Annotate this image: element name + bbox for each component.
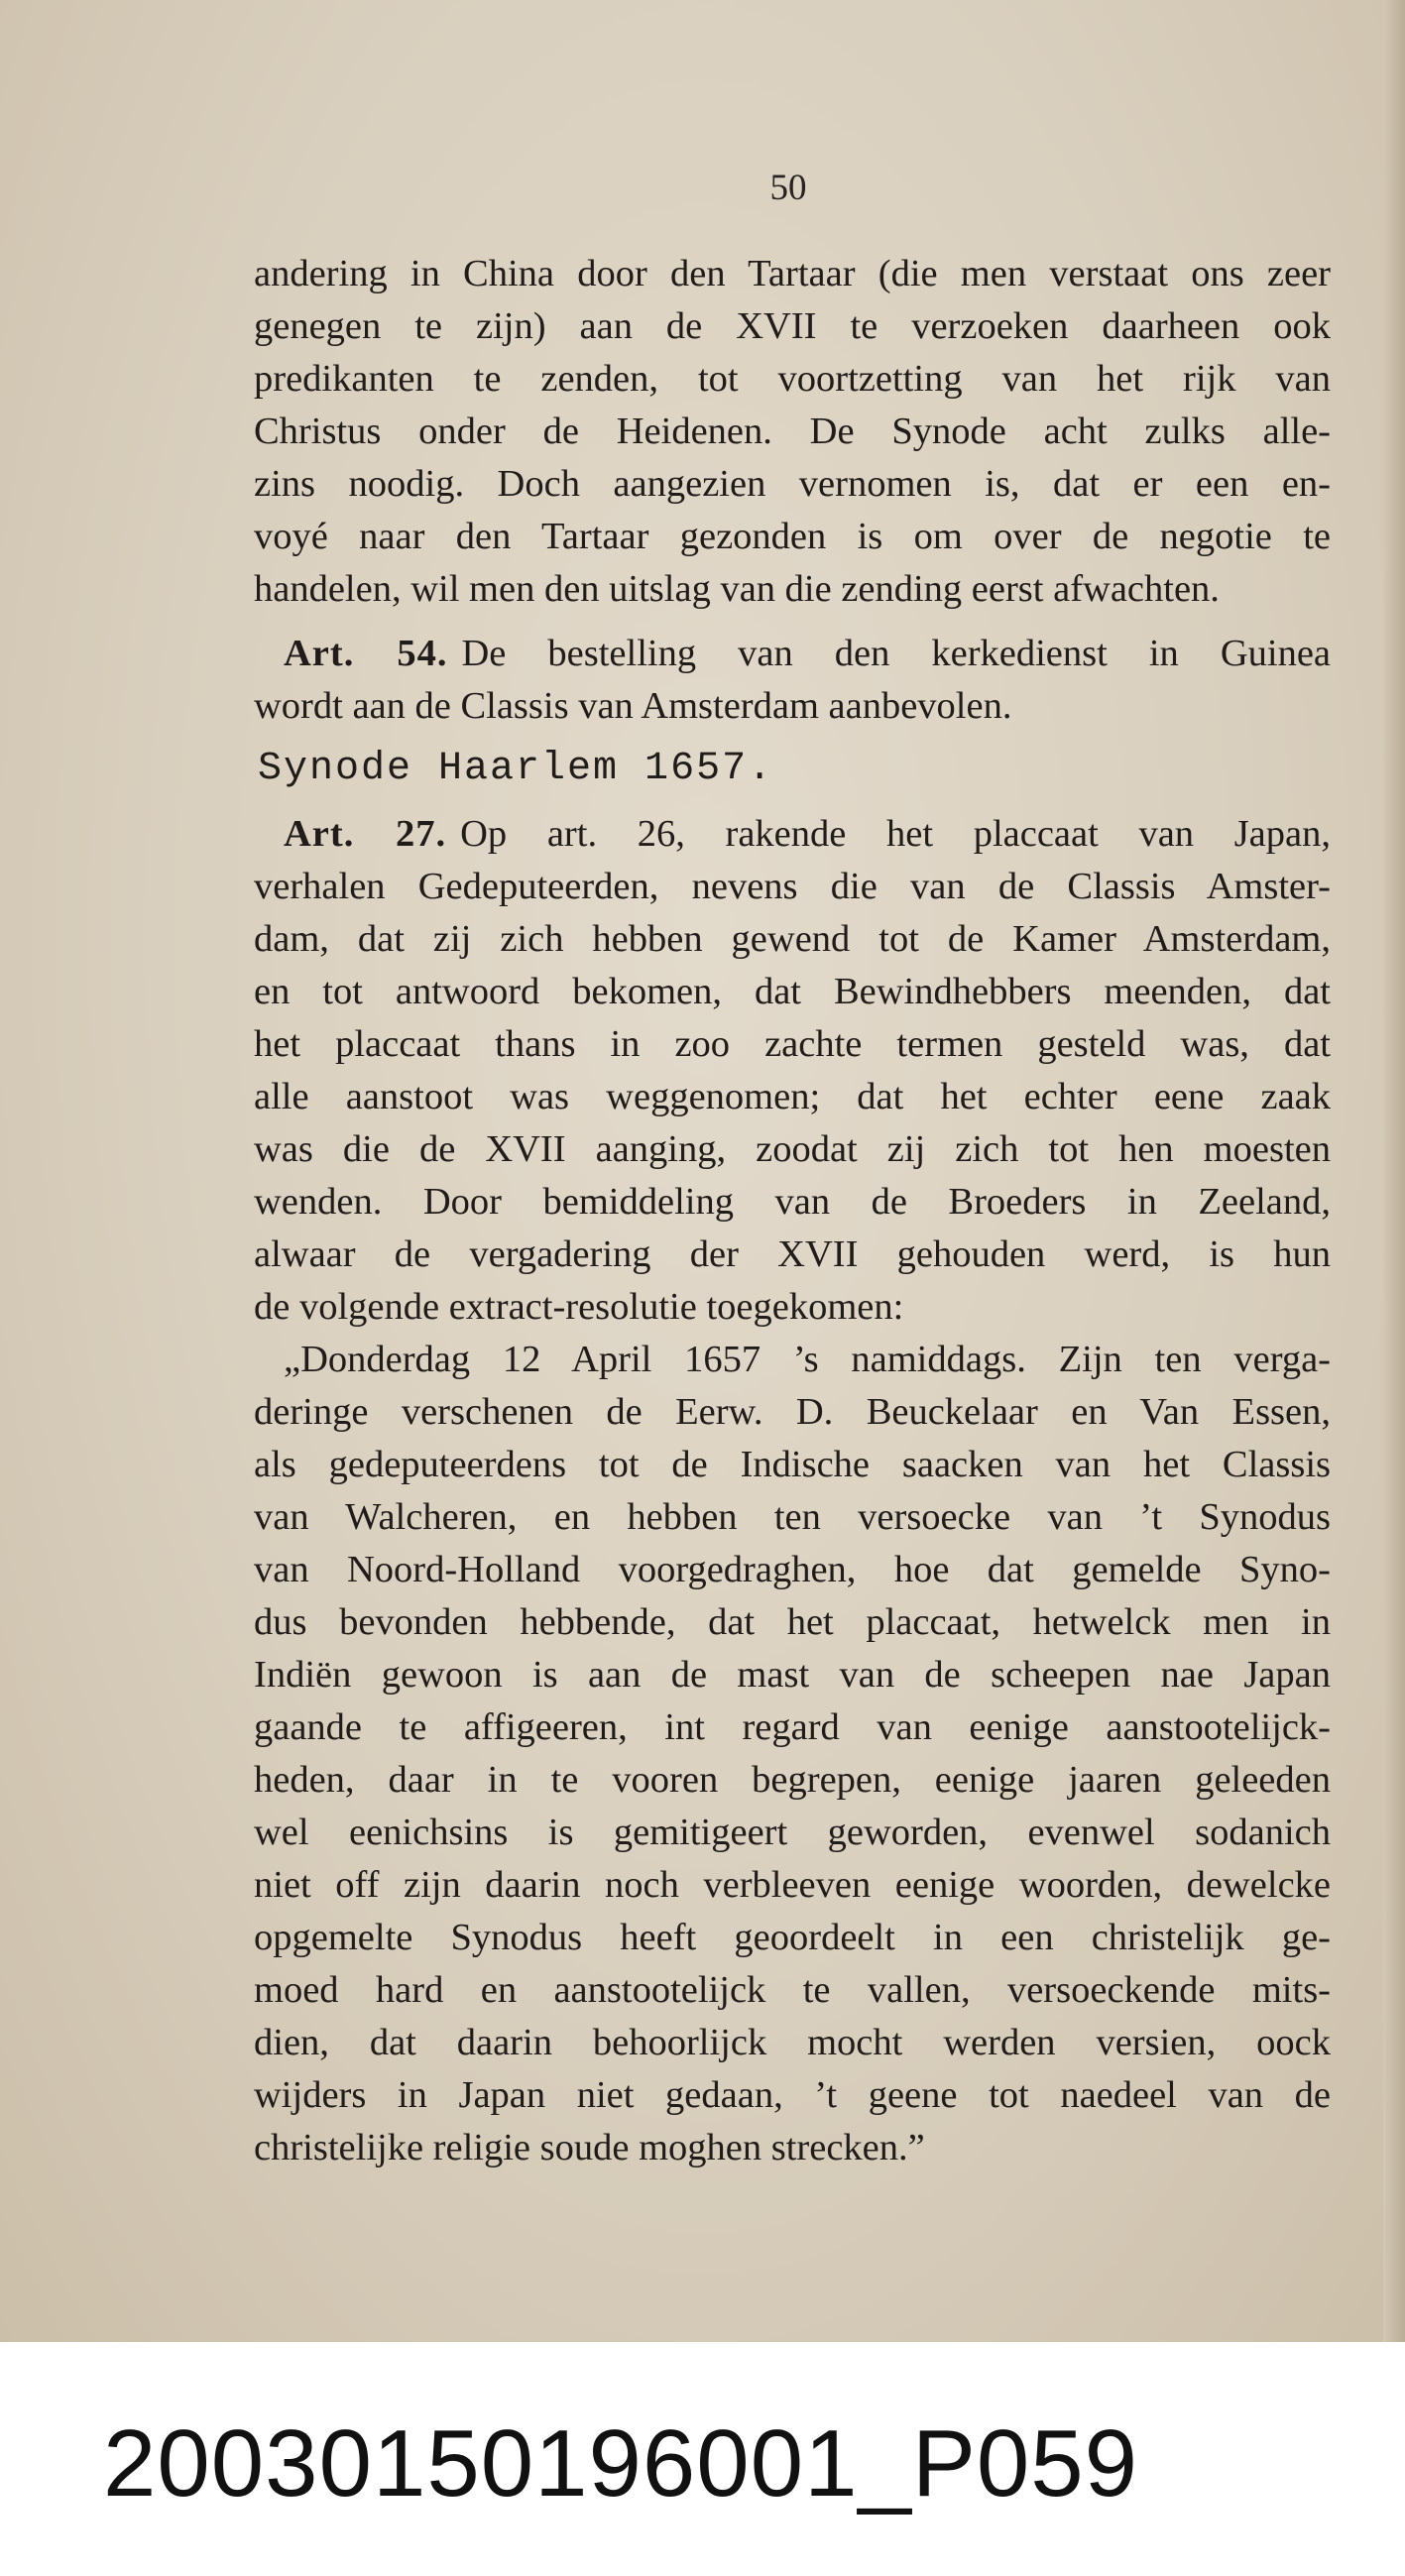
text-line: Christus onder de Heidenen. De Synode acht zulks alle- [254,410,1331,452]
text-line: handelen, wil men den uitslag van die zending eerst afwachten. [254,568,1220,610]
text-line: voyé naar den Tartaar gezonden is om over de negotie te [254,516,1331,557]
text-line: wijders in Japan niet gedaan, ’t geene tot naedeel van de [254,2074,1331,2116]
text-line: „Donderdag 12 April 1657 ’s namiddags. Zijn ten verga- [284,1339,1331,1380]
text-line: en tot antwoord bekomen, dat Bewindhebbers meenden, dat [254,971,1331,1012]
text-line: dam, dat zij zich hebben gewend tot de Kamer Amsterdam, [254,918,1331,960]
page-edge-shadow [1383,0,1405,2342]
text-line: wordt aan de Classis van Amsterdam aanbevolen. [254,685,1012,727]
text-line: Indiën gewoon is aan de mast van de scheepen nae Japan [254,1654,1331,1696]
text-line: Op art. 26, rakende het placcaat van Japan, [460,813,1331,855]
text-line: opgemelte Synodus heeft geoordeelt in een christelijk ge- [254,1917,1331,1958]
text-line: verhalen Gedeputeerden, nevens die van de Classis Amster- [254,866,1331,907]
text-line: De bestelling van den kerkedienst in Guinea [461,633,1331,674]
section-heading: Synode Haarlem 1657. [258,747,774,791]
text-line: alle aanstoot was weggenomen; dat het echter eene zaak [254,1076,1331,1117]
text-line: zins noodig. Doch aangezien vernomen is, dat er een en- [254,463,1331,505]
text-line: als gedeputeerdens tot de Indische saacken van het Classis [254,1444,1331,1485]
spacer [254,616,1331,628]
article-54 [254,628,1331,733]
text-line: deringe verschenen de Eerw. D. Beuckelaar en Van Essen, [254,1391,1331,1433]
text-line: niet off zijn daarin noch verbleeven eenige woorden, dewelcke [254,1864,1331,1906]
text-line: wenden. Door bemiddeling van de Broeders in Zeeland, [254,1181,1331,1223]
paragraph-continuation [254,248,1331,616]
text-line: christelijke religie soude moghen strecken.” [254,2127,925,2168]
document-identifier: 20030150196001_P059 [103,2410,1139,2517]
body-text [254,248,1331,2174]
text-line: het placcaat thans in zoo zachte termen gesteld was, dat [254,1023,1331,1065]
text-line: gaande te affigeeren, int regard van eenige aanstootelijck- [254,1706,1331,1748]
text-line: van Walcheren, en hebben ten versoecke van ’t Synodus [254,1496,1331,1538]
text-line: moed hard en aanstootelijck te vallen, versoeckende mits- [254,1969,1331,2011]
article-label: Art. 54. [284,633,448,674]
text-line: de volgende extract-resolutie toegekomen: [254,1286,904,1328]
text-line: was die de XVII aanging, zoodat zij zich tot hen moesten [254,1128,1331,1170]
text-line: andering in China door den Tartaar (die men verstaat ons zeer [254,253,1331,294]
text-line: heden, daar in te vooren begrepen, eenige jaaren geleeden [254,1759,1331,1801]
quoted-resolution [254,1334,1331,2174]
text-line: dien, dat daarin behoorlijck mocht werden versien, oock [254,2022,1331,2063]
text-line: van Noord-Holland voorgedraghen, hoe dat gemelde Syno- [254,1549,1331,1590]
text-line: wel eenichsins is gemitigeert geworden, evenwel sodanich [254,1812,1331,1853]
article-label: Art. 27. [284,813,447,855]
text-line: genegen te zijn) aan de XVII te verzoeken daarheen ook [254,305,1331,347]
text-line: dus bevonden hebbende, dat het placcaat, hetwelck men in [254,1601,1331,1643]
text-line: alwaar de vergadering der XVII gehouden werd, is hun [254,1233,1331,1275]
text-line: predikanten te zenden, tot voortzetting van het rijk van [254,358,1331,400]
article-27 [254,808,1331,1334]
page-number: 50 [769,168,807,208]
